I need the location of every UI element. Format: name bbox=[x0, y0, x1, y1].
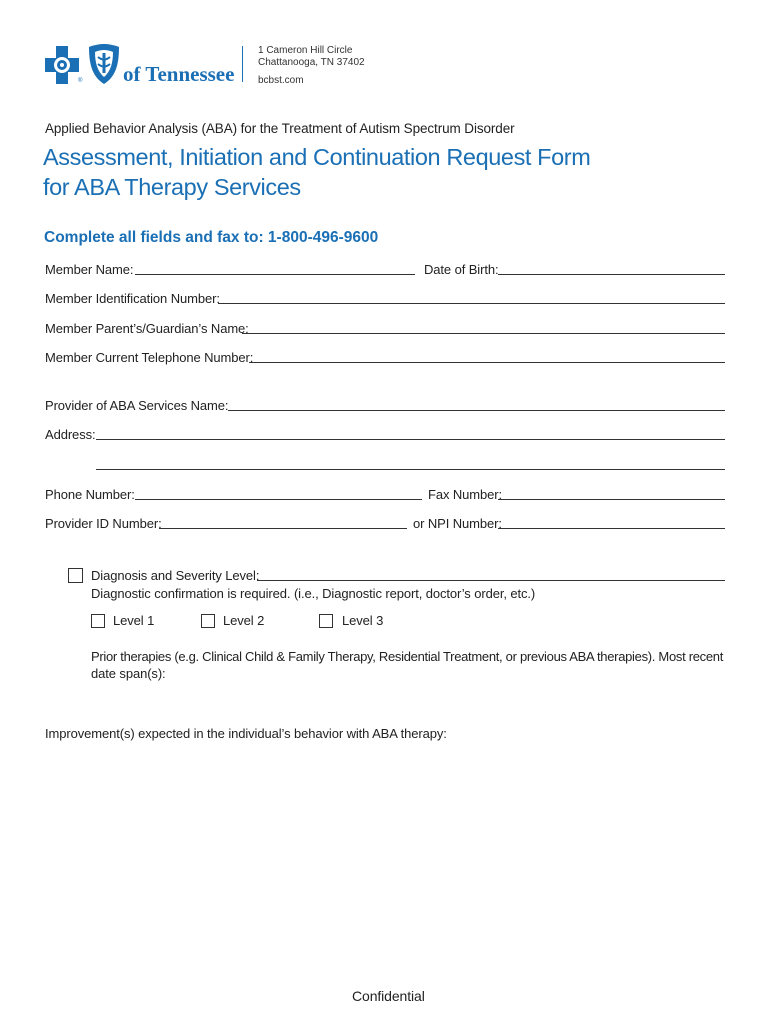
level-2-checkbox[interactable] bbox=[201, 614, 215, 628]
address-line-2: Chattanooga, TN 37402 bbox=[258, 57, 365, 68]
address-line-1: 1 Cameron Hill Circle bbox=[258, 45, 353, 56]
member-name-label: Member Name: bbox=[45, 262, 134, 277]
level-1-label: Level 1 bbox=[113, 613, 155, 628]
header-divider bbox=[242, 46, 243, 82]
improvement-label: Improvement(s) expected in the individual’s behavior with ABA therapy: bbox=[45, 726, 447, 741]
document-title-line-2: for ABA Therapy Services bbox=[43, 174, 301, 200]
level-3-checkbox[interactable] bbox=[319, 614, 333, 628]
registered-mark: ® bbox=[78, 78, 83, 84]
npi-number-label: or NPI Number: bbox=[413, 516, 502, 531]
org-name: of Tennessee bbox=[123, 62, 235, 86]
member-phone-input[interactable] bbox=[249, 362, 725, 363]
provider-name-label: Provider of ABA Services Name: bbox=[45, 398, 229, 413]
parent-guardian-label: Member Parent’s/Guardian’s Name: bbox=[45, 321, 249, 336]
provider-id-input[interactable] bbox=[159, 528, 407, 529]
date-of-birth-input[interactable] bbox=[498, 274, 725, 275]
provider-name-input[interactable] bbox=[228, 410, 725, 411]
level-1-checkbox[interactable] bbox=[91, 614, 105, 628]
blue-shield-icon bbox=[86, 42, 122, 86]
diagnosis-label: Diagnosis and Severity Level: bbox=[91, 568, 260, 583]
address-block bbox=[258, 45, 365, 87]
fax-number-label: Fax Number: bbox=[428, 487, 503, 502]
fax-number-input[interactable] bbox=[498, 499, 725, 500]
prior-therapies-line-1: Prior therapies (e.g. Clinical Child & Family Therapy, Residential Treatment, or previous ABA therapies). Most recent bbox=[91, 649, 724, 664]
prior-therapies-line-2: date span(s): bbox=[91, 666, 166, 681]
confidential-footer: Confidential bbox=[352, 988, 425, 1004]
diagnosis-input[interactable] bbox=[257, 580, 725, 581]
phone-number-input[interactable] bbox=[135, 499, 422, 500]
member-phone-label: Member Current Telephone Number: bbox=[45, 350, 254, 365]
member-id-input[interactable] bbox=[218, 303, 725, 304]
level-2-label: Level 2 bbox=[223, 613, 265, 628]
member-name-input[interactable] bbox=[135, 274, 415, 275]
date-of-birth-label: Date of Birth: bbox=[424, 262, 499, 277]
level-3-label: Level 3 bbox=[342, 613, 384, 628]
diagnosis-checkbox[interactable] bbox=[68, 568, 83, 583]
provider-id-label: Provider ID Number: bbox=[45, 516, 162, 531]
diagnosis-note: Diagnostic confirmation is required. (i.e., Diagnostic report, doctor’s order, etc.) bbox=[91, 586, 536, 601]
fax-instruction: Complete all fields and fax to: 1-800-496-9600 bbox=[44, 229, 379, 246]
address-input-line-2[interactable] bbox=[96, 469, 725, 470]
phone-number-label: Phone Number: bbox=[45, 487, 135, 502]
blue-cross-icon bbox=[44, 44, 83, 86]
document-title-line-1: Assessment, Initiation and Continuation Request Form bbox=[43, 144, 591, 170]
address-input-line-1[interactable] bbox=[96, 439, 725, 440]
member-id-label: Member Identification Number: bbox=[45, 291, 220, 306]
website-link[interactable]: bcbst.com bbox=[258, 75, 304, 86]
parent-guardian-input[interactable] bbox=[242, 333, 725, 334]
address-label: Address: bbox=[45, 427, 96, 442]
document-subtitle: Applied Behavior Analysis (ABA) for the Treatment of Autism Spectrum Disorder bbox=[45, 121, 515, 136]
bcbs-logo bbox=[44, 40, 244, 88]
npi-number-input[interactable] bbox=[498, 528, 725, 529]
